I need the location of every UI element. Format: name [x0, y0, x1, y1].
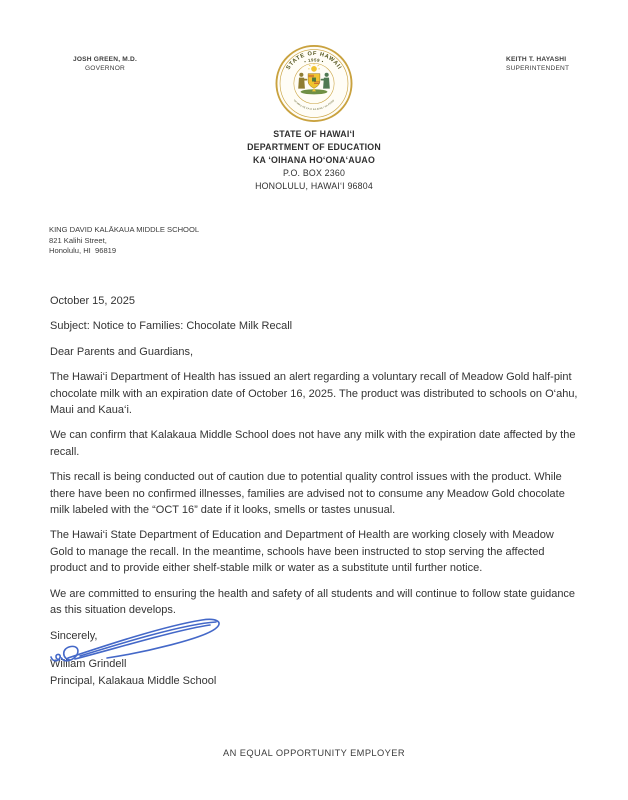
paragraph-school-confirm: We can confirm that Kalakaua Middle School does not have any milk with the expiration date affected by the recall.	[50, 429, 576, 458]
paragraph-recall-alert: The Hawai‘i Department of Health has issued an alert regarding a voluntary recall of Meadow Gold half-pint chocolate milk with an expiration date of October 16, 2025. The product was distributed to schools on O‘ahu, Maui and Kaua‘i.	[50, 371, 578, 417]
paragraph-commitment: We are committed to ensuring the health and safety of all students and will continue to follow state guidance as this situation develops.	[50, 587, 576, 617]
seal-bottom-motto: UA MAU KE EA O KA AINA I KA PONO	[292, 99, 336, 111]
school-address-block	[49, 225, 199, 257]
seal-year-text: • 1959 •	[303, 57, 325, 65]
signer-title: Principal, Kalakaua Middle School	[50, 674, 217, 687]
letter-body	[50, 293, 580, 690]
seal-svg	[275, 44, 354, 123]
paragraph-doe-doh-response: The Hawai‘i State Department of Education and Department of Health are working closely with Meadow Gold to manage the recall. In the meantime, schools have been instructed to stop serving the affected product and to provide either shelf-stable milk or water as a substitute until further notice.	[50, 529, 554, 575]
letter-salutation: Dear Parents and Guardians,	[50, 345, 194, 358]
org-line-hawaiian: KA ‘OIHANA HO‘ONA‘AUAO	[252, 155, 375, 165]
governor-title: GOVERNOR	[84, 64, 126, 72]
governor-block	[50, 56, 160, 73]
org-address-block	[0, 128, 628, 193]
equal-opportunity-footer: AN EQUAL OPPORTUNITY EMPLOYER	[223, 748, 405, 758]
signature-area	[50, 644, 580, 656]
org-line-state: STATE OF HAWAI‘I	[273, 129, 355, 139]
letter-date: October 15, 2025	[50, 295, 136, 307]
org-line-pobox: P.O. BOX 2360	[282, 168, 346, 178]
paragraph-caution: This recall is being conducted out of caution due to potential quality control issues with the product. While there have been no confirmed illnesses, families are advised not to consume any Meadow Gold chocolate milk labeled with the “OCT 16” date if it looks, smells or tastes unusual.	[50, 471, 565, 517]
signer-name: William Grindell	[50, 657, 127, 670]
org-line-department: DEPARTMENT OF EDUCATION	[247, 142, 381, 152]
letter-subject: Subject: Notice to Families: Chocolate Milk Recall	[50, 320, 293, 333]
governor-name: JOSH GREEN, M.D.	[72, 56, 138, 63]
school-city: Honolulu, HI 96819	[49, 246, 117, 255]
school-street: 821 Kalihi Street,	[49, 235, 107, 245]
seal-top-text: STATE OF HAWAII	[285, 50, 343, 71]
school-name: KING DAVID KALĀKAUA MIDDLE SCHOOL	[49, 225, 200, 234]
superintendent-title: SUPERINTENDENT	[506, 64, 570, 72]
superintendent-name: KEITH T. HAYASHI	[506, 56, 567, 63]
hawaii-state-seal-icon	[275, 44, 354, 123]
org-line-city: HONOLULU, HAWAI‘I 96804	[255, 181, 373, 191]
superintendent-block	[506, 56, 616, 73]
letter-closing: Sincerely,	[50, 629, 98, 642]
